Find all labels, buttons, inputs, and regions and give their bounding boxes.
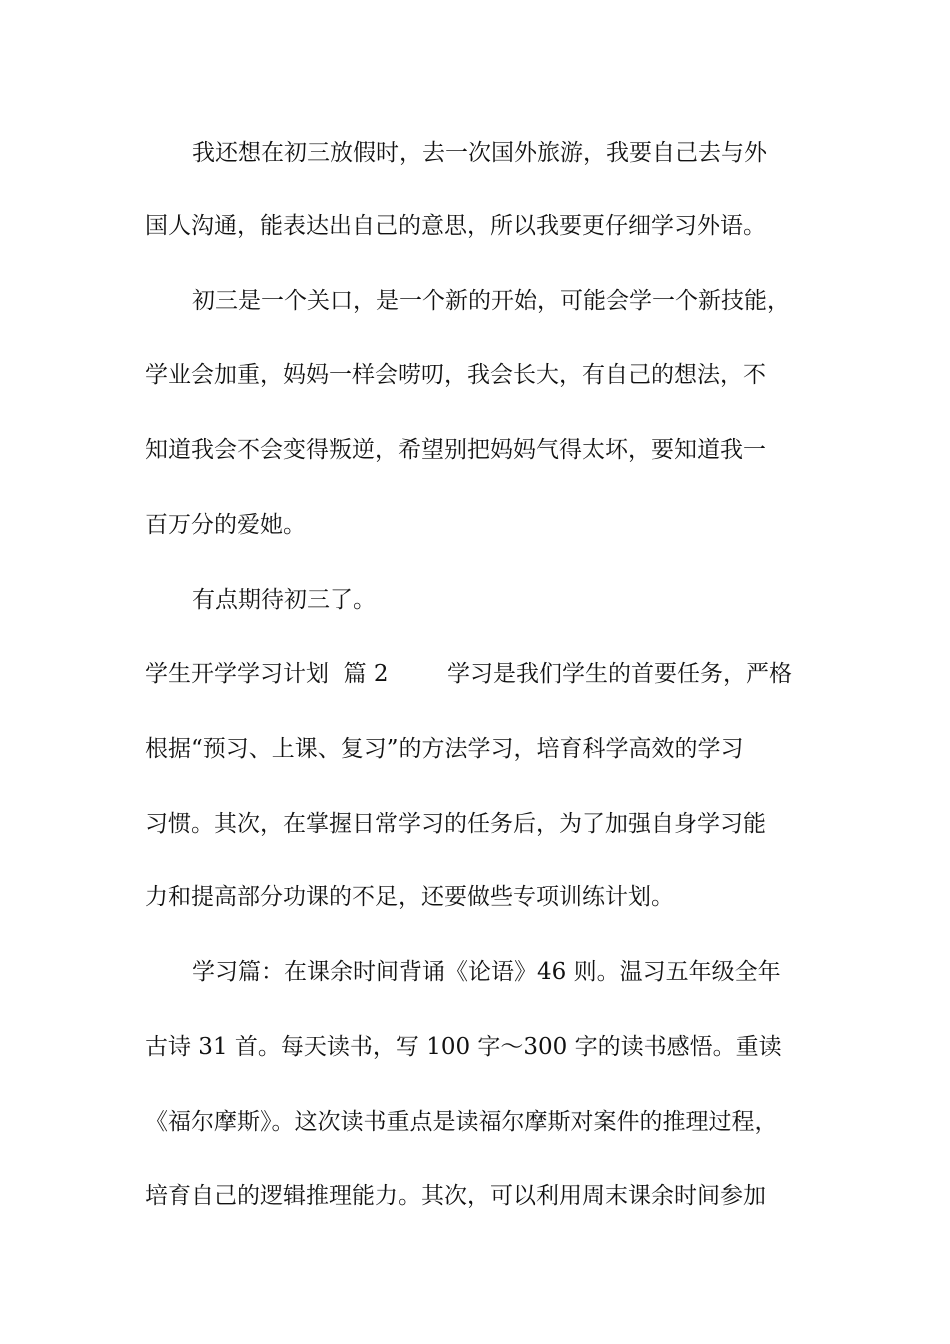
paragraph-line: 习惯。其次，在掌握日常学习的任务后，为了加强自身学习能 <box>145 811 766 837</box>
paragraph-line: 古诗 31 首。每天读书，写 100 字～300 字的读书感悟。重读 <box>145 1034 782 1060</box>
paragraph-line: 百万分的爱她。 <box>145 512 306 538</box>
paragraph-line: 培育自己的逻辑推理能力。其次，可以利用周末课余时间参加 <box>145 1183 766 1209</box>
paragraph-line: 力和提高部分功课的不足，还要做些专项训练计划。 <box>145 884 674 910</box>
paragraph-line: 学习篇：在课余时间背诵《论语》46 则。温习五年级全年 <box>192 959 781 985</box>
section-heading-line: 学生开学学习计划 篇 2 学习是我们学生的首要任务，严格 <box>145 661 793 687</box>
paragraph-line: 国人沟通，能表达出自己的意思，所以我要更仔细学习外语。 <box>145 213 766 239</box>
paragraph-line: 《福尔摩斯》。这次读书重点是读福尔摩斯对案件的推理过程， <box>145 1109 778 1135</box>
paragraph-line: 根据“预习、上课、复习”的方法学习，培育科学高效的学习 <box>145 736 744 762</box>
paragraph-line: 学业会加重，妈妈一样会唠叨，我会长大，有自己的想法，不 <box>145 362 766 388</box>
paragraph-line: 我还想在初三放假时，去一次国外旅游，我要自己去与外 <box>192 140 767 166</box>
paragraph-line: 初三是一个关口，是一个新的开始，可能会学一个新技能， <box>192 288 790 314</box>
paragraph-line: 有点期待初三了。 <box>192 587 376 613</box>
paragraph-line: 知道我会不会变得叛逆，希望别把妈妈气得太坏，要知道我一 <box>145 437 766 463</box>
